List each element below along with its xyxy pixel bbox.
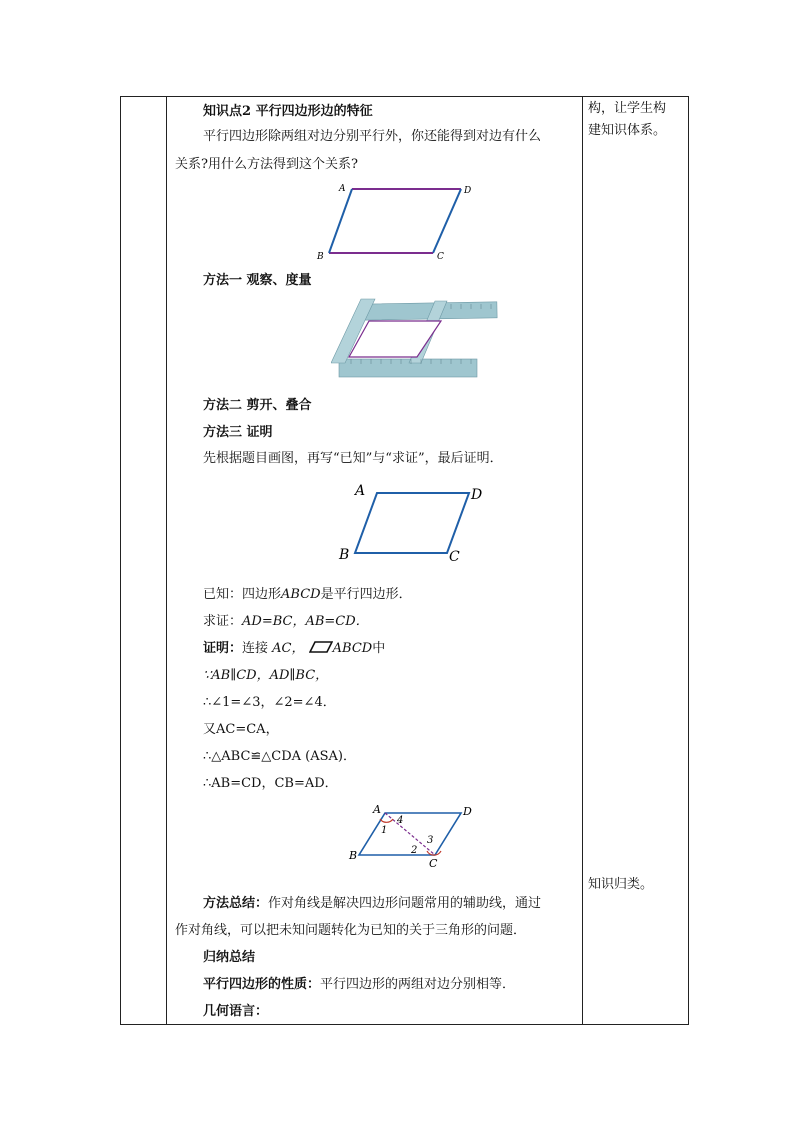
summary-text-1: 作对角线是解决四边形问题常用的辅助线，通过 [268, 896, 542, 911]
given-statement [203, 583, 412, 602]
lesson-table [120, 96, 689, 1025]
fig1-side-dc [433, 189, 461, 253]
note-knowledge-classification: 知识归类。 [588, 877, 654, 892]
given-suffix: 是平行四边形． [320, 587, 412, 602]
ruler-measurement-image [331, 293, 501, 383]
proof-connect: 连接 [242, 641, 269, 656]
summary-line-1 [203, 892, 541, 911]
fig1-label-d: D [464, 186, 472, 196]
method-3-description: 先根据题目画图，再写“已知”与“求证”，最后证明． [203, 451, 503, 466]
intro-text-1: 平行四边形除两组对边分别平行外，你还能得到对边有什么 [203, 129, 542, 144]
table-divider-1 [166, 97, 167, 1024]
summary-line-2: 作对角线，可以把未知问题转化为已知的关于三角形的问题． [175, 923, 527, 938]
fig2-label-c: C [449, 549, 460, 565]
note-line-2: 建知识体系。 [588, 123, 667, 138]
property-statement [203, 973, 515, 992]
fig3-angle-1: 1 [381, 825, 388, 836]
parallelogram-figure-3 [347, 801, 477, 871]
parallelogram-symbol-icon [309, 641, 333, 653]
given-abcd: ABCD [281, 587, 321, 602]
parallelogram-figure-2 [335, 479, 495, 565]
method-2: 方法二 剪开、叠合 [203, 398, 312, 413]
proof-label: 证明： [203, 641, 243, 656]
geometry-language: 几何语言： [203, 1004, 269, 1019]
fig1-label-b: B [317, 252, 324, 261]
ruler-parallelogram [349, 321, 441, 357]
property-text: 平行四边形的两组对边分别相等． [320, 977, 516, 992]
fig3-angle-arc-a [380, 819, 393, 822]
fig3-label-b: B [349, 849, 358, 862]
summary-label: 方法总结： [203, 896, 269, 911]
parallelogram-figure-1 [313, 181, 473, 261]
fig1-side-ba [329, 189, 352, 253]
proof-step-3: 又AC=CA， [203, 722, 279, 737]
fig3-angle-3: 3 [427, 835, 434, 846]
prove-math: AD=BC，AB=CD． [242, 614, 369, 629]
method-1: 方法一 观察、度量 [203, 273, 312, 288]
fig3-angle-2: 2 [411, 845, 418, 856]
prove-statement [203, 610, 369, 629]
given-prefix: 已知：四边形 [203, 587, 282, 602]
proof-step-1: ∵AB∥CD，AD∥BC， [203, 668, 329, 683]
proof-step-5: ∴AB=CD，CB=AD． [203, 776, 338, 791]
fig2-label-a: A [355, 483, 366, 499]
prove-prefix: 求证： [203, 614, 243, 629]
fig2-label-b: B [339, 547, 350, 563]
proof-ac: AC， [272, 641, 305, 656]
property-label: 平行四边形的性质： [203, 977, 321, 992]
method-3: 方法三 证明 [203, 425, 273, 440]
fig2-shape [355, 493, 469, 553]
induction-heading: 归纳总结 [203, 950, 256, 965]
proof-step-4: ∴△ABC≌△CDA (ASA)． [203, 749, 357, 764]
fig3-label-a: A [373, 803, 381, 816]
proof-line-1 [203, 637, 385, 656]
intro-text-2: 关系?用什么方法得到这个关系? [175, 157, 358, 172]
fig1-label-a: A [339, 184, 346, 194]
fig3-label-c: C [429, 857, 438, 870]
ruler-bottom [339, 359, 477, 377]
proof-abcd: ABCD [332, 641, 373, 656]
fig3-label-d: D [463, 805, 472, 818]
section-heading: 知识点2 平行四边形边的特征 [203, 104, 373, 119]
fig3-angle-4: 4 [397, 815, 404, 826]
table-divider-2 [582, 97, 583, 1024]
note-line-1: 构，让学生构 [588, 101, 667, 116]
proof-step-2: ∴∠1=∠3，∠2=∠4． [203, 695, 336, 710]
proof-middle: 中 [372, 641, 386, 656]
fig1-label-c: C [437, 252, 444, 261]
fig2-label-d: D [471, 487, 483, 503]
